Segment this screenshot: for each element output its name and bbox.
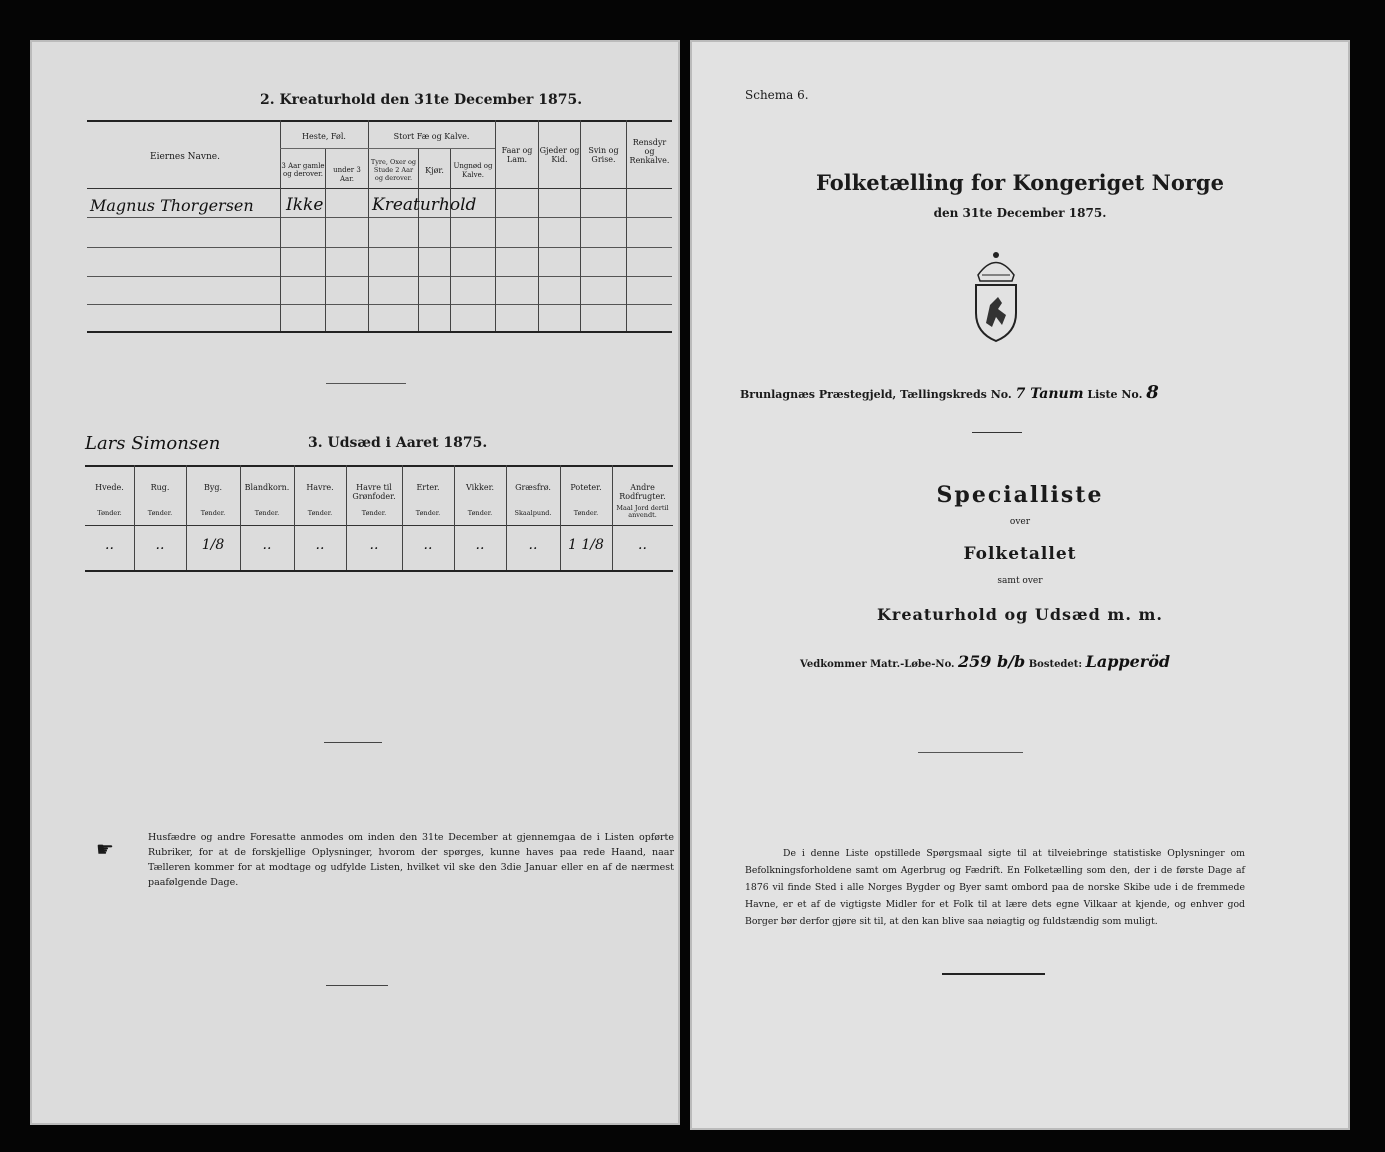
table3-header-cell: Havre til Grønfoder. xyxy=(352,483,396,501)
matrikkel-label: Vedkommer Matr.-Løbe-No. xyxy=(800,659,955,670)
folketallet-heading: Folketallet xyxy=(963,544,1077,564)
header-owner: Eiernes Navne. xyxy=(150,152,220,162)
liste-label: Liste No. xyxy=(1087,388,1143,401)
handwritten-name: Lars Simonsen xyxy=(85,433,221,454)
bosted-label: Bostedet: xyxy=(1028,659,1083,670)
samt-over-label: samt over xyxy=(997,576,1043,586)
table3-header-cell: Rug. xyxy=(150,483,170,492)
matrikkel-value: 259 b/b xyxy=(958,652,1026,671)
table2-col-divider xyxy=(280,120,281,331)
kreds-value: 7 Tanum xyxy=(1015,386,1084,402)
header-svin: Svin og Grise. xyxy=(588,146,619,164)
table3-value-cell: .. xyxy=(262,537,272,553)
over-label: over xyxy=(1009,517,1031,527)
table3-unit-cell: Tønder. xyxy=(307,509,333,517)
table3-value-cell: .. xyxy=(105,537,114,553)
table3-col-divider xyxy=(240,465,241,570)
end-rule xyxy=(942,973,1045,975)
divider-rule xyxy=(918,752,1023,753)
header-faar: Faar og Lam. xyxy=(501,146,533,164)
table3-header-cell: Vikker. xyxy=(465,483,495,492)
table2-top-rule xyxy=(87,120,672,122)
table3-header-cell: Poteter. xyxy=(570,483,602,492)
section2-title: 2. Kreaturhold den 31te December 1875. xyxy=(260,92,583,108)
section3-title: 3. Udsæd i Aaret 1875. xyxy=(308,435,488,451)
divider-rule xyxy=(326,383,406,384)
table2-col-divider xyxy=(418,148,419,331)
header-rensdyr: Rensdyr og Renkalve. xyxy=(629,138,670,165)
header-heste-young: under 3 Aar. xyxy=(333,166,361,183)
header-heste-old: 3 Aar gamle og derover. xyxy=(281,162,325,178)
table2-header-rule xyxy=(87,188,672,189)
table3-value-cell: 1/8 xyxy=(201,537,225,553)
header-kjor: Kjør. xyxy=(425,166,444,175)
table2-group-rule xyxy=(280,148,495,149)
table3-col-divider xyxy=(506,465,507,570)
table3-header-cell: Hvede. xyxy=(95,483,124,492)
table3-col-divider xyxy=(186,465,187,570)
table3-unit-cell: Tønder. xyxy=(361,509,387,517)
kreaturhold-heading: Kreaturhold og Udsæd m. m. xyxy=(877,605,1163,624)
table3-value-cell: .. xyxy=(315,537,325,553)
table3-col-divider xyxy=(454,465,455,570)
table3-header-cell: Blandkorn. xyxy=(244,483,290,492)
table3-col-divider xyxy=(402,465,403,570)
table3-unit-cell: Tønder. xyxy=(200,509,226,517)
table3-col-divider xyxy=(346,465,347,570)
liste-value: 8 xyxy=(1146,382,1159,403)
table3-bottom-rule xyxy=(85,570,673,572)
divider-rule xyxy=(324,742,382,743)
table3-col-divider xyxy=(134,465,135,570)
table2-col-divider xyxy=(368,120,369,331)
location-line xyxy=(740,382,1159,403)
handwritten-kreaturhold: Kreaturhold xyxy=(372,195,477,215)
table3-unit-cell: Tønder. xyxy=(467,509,493,517)
table3-value-cell: .. xyxy=(475,537,485,553)
table3-header-cell: Andre Rodfrugter. xyxy=(619,483,666,501)
table2-row-rule xyxy=(87,247,672,248)
table3-header-cell: Græsfrø. xyxy=(515,483,551,492)
table3-unit-cell: Maal Jord dertil anvendt. xyxy=(616,504,669,519)
handwritten-ikke: Ikke xyxy=(286,195,324,215)
header-stort-fae: Stort Fæ og Kalve. xyxy=(393,132,470,141)
divider-rule xyxy=(972,432,1022,433)
table2-row-rule xyxy=(87,304,672,305)
header-tyre: Tyre, Oxer og Stude 2 Aar og derover. xyxy=(370,158,417,182)
table3-value-cell: .. xyxy=(155,537,165,553)
table3-header-cell: Erter. xyxy=(416,483,440,492)
householder-notice: Husfædre og andre Foresatte anmodes om inden den 31te December at gjennemgaa de i Listen opførte Rubriker, for at de forskjellige Oplysninger, hvorom der spørges, kunne haves paa rede Haand, naar Tælleren kommer for at modtage og udfylde Listen, hvilket vil ske den 3die Januar eller en af de nærmest paafølgende Dage. xyxy=(148,832,674,888)
purpose-text: De i denne Liste opstillede Spørgsmaal sigte til at tilveiebringe statistiske Oplysninger om Befolkningsforholdene samt om Agerbrug og Fædrift. En Folketælling som den, der i de første Dage af 1876 vil finde Sted i alle Norges Bygder og Byer samt ombord paa de norske Skibe ude i de fremmede Havne, er et af de vigtigste Midler for et Folk til at lære dets egne Vilkaar at kjende, og enhver god Borger bør derfor gjøre sit til, at den kan blive saa nøiagtig og fuldstændig som muligt. xyxy=(745,848,1245,927)
table3-header-cell: Byg. xyxy=(203,483,223,492)
table3-value-cell: .. xyxy=(638,537,647,553)
coat-of-arms-icon xyxy=(968,245,1024,345)
main-title: Folketælling for Kongeriget Norge xyxy=(816,170,1224,195)
header-heste: Heste, Føl. xyxy=(302,132,346,141)
location-prefix: Brunlagnæs Præstegjeld, Tællingskreds No. xyxy=(740,388,1012,401)
table3-top-rule xyxy=(85,465,673,467)
specialliste-heading: Specialliste xyxy=(936,482,1104,508)
table2-row-rule xyxy=(87,217,672,218)
owner-name: Magnus Thorgersen xyxy=(90,196,254,215)
table3-value-cell: .. xyxy=(423,537,433,553)
table3-value-cell: .. xyxy=(528,537,538,553)
table3-col-divider xyxy=(560,465,561,570)
table2-row-rule xyxy=(87,276,672,277)
header-gjeder: Gjeder og Kid. xyxy=(539,146,580,164)
right-page xyxy=(690,40,1350,1130)
table3-col-divider xyxy=(294,465,295,570)
matrikkel-line xyxy=(800,652,1170,671)
table3-header-rule xyxy=(85,525,673,526)
divider-rule xyxy=(326,985,388,986)
table3-value-cell: .. xyxy=(369,537,379,553)
table3-unit-cell: Tønder. xyxy=(254,509,280,517)
header-ungnod: Ungnød og Kalve. xyxy=(453,162,493,179)
bosted-value: Lapperöd xyxy=(1085,652,1171,671)
left-page xyxy=(30,40,680,1125)
schema-label: Schema 6. xyxy=(745,88,809,102)
table3-value-cell: 1 1/8 xyxy=(568,537,604,553)
pointing-hand-icon: ☛ xyxy=(96,837,114,861)
table2-bottom-rule xyxy=(87,331,672,333)
table3-unit-cell: Tønder. xyxy=(147,509,173,517)
table3-unit-cell: Skaalpund. xyxy=(514,509,552,517)
table3-unit-cell: Tønder. xyxy=(573,509,599,517)
table3-unit-cell: Tønder. xyxy=(415,509,441,517)
census-date: den 31te December 1875. xyxy=(933,206,1107,220)
table3-header-cell: Havre. xyxy=(306,483,334,492)
table3-unit-cell: Tønder. xyxy=(97,509,122,517)
